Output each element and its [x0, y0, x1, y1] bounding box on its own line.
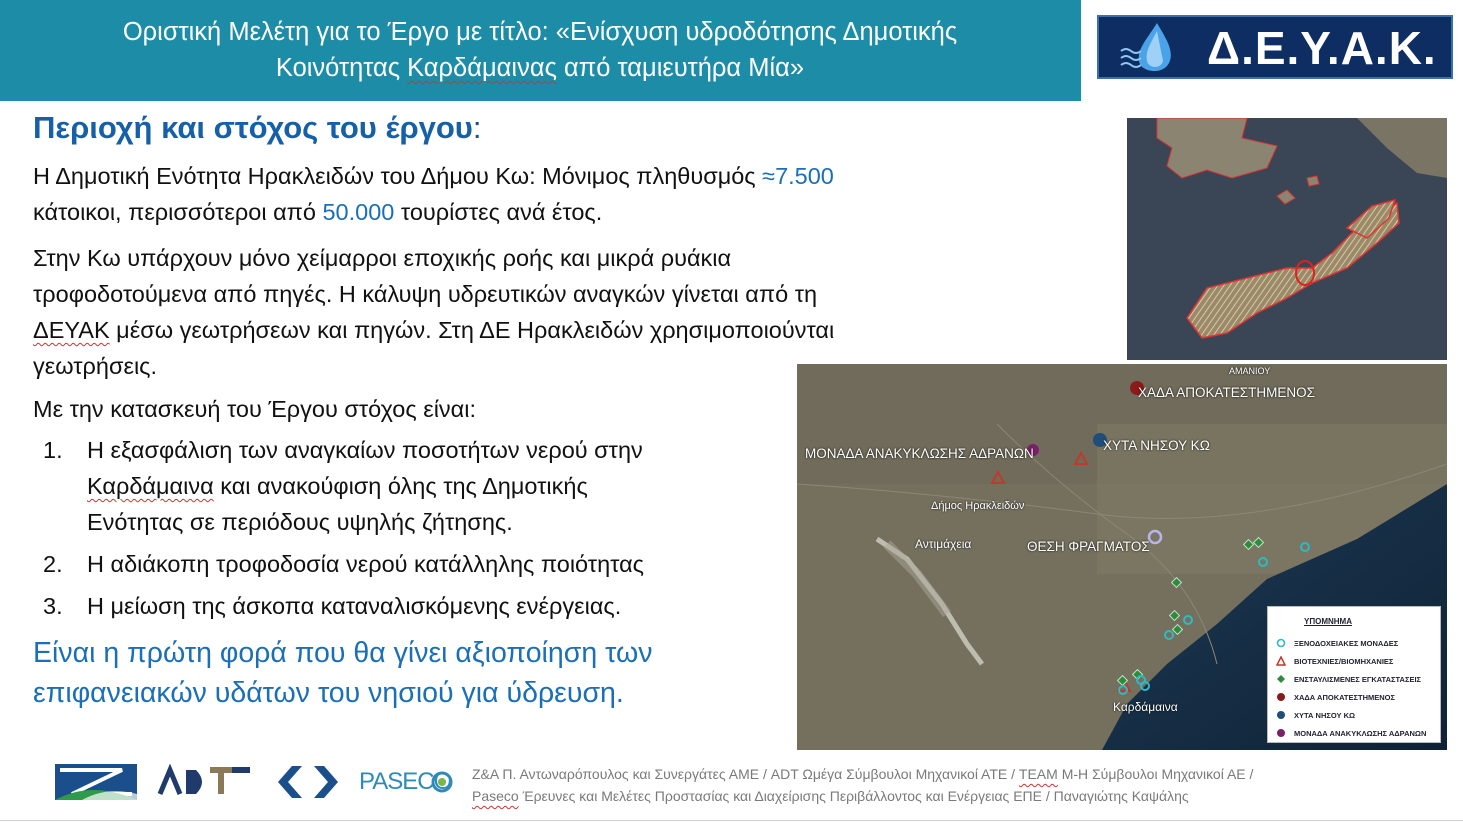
goals-intro: Με την κατασκευή του Έργου στόχος είναι:: [33, 396, 477, 422]
list-number: 1.: [43, 437, 63, 463]
legend-label: ΜΟΝΑΔΑ ΑΝΑΚΥΚΛΩΣΗΣ ΑΔΡΑΝΩΝ: [1294, 728, 1427, 738]
footer-paseco: Paseco: [472, 788, 519, 804]
map-label-recycling: ΜΟΝΑΔΑ ΑΝΑΚΥΚΛΩΣΗΣ ΑΔΡΑΝΩΝ: [805, 446, 1034, 461]
adt-logo: [160, 770, 250, 794]
legend-item: [1276, 634, 1432, 652]
footer-credits: [472, 763, 1442, 807]
closing-statement: [33, 633, 793, 713]
population-line-1: [33, 158, 1033, 194]
list-item: [33, 588, 793, 624]
legend-item: [1276, 706, 1432, 724]
island-outline-image: [1127, 118, 1447, 360]
industry-marker: [1075, 453, 1087, 464]
tourists-text: τουρίστες ανά έτος.: [394, 199, 603, 225]
hotel-marker: [1141, 682, 1149, 690]
water-line-4: γεωτρήσεις.: [33, 353, 158, 379]
map-legend: [1267, 606, 1441, 743]
paseco-wordmark: PASECO: [359, 768, 452, 795]
goals-list: [33, 432, 793, 630]
footer-line-2-rest: Έρευνες και Μελέτες Προστασίας και Διαχείρισης Περιβάλλοντος και Ενέργειας ΕΠΕ / Παναγιώτης Καψάλης: [518, 788, 1189, 804]
section-heading-colon: :: [472, 110, 482, 145]
legend-label: ΧΥΤΑ ΝΗΣΟΥ ΚΩ: [1294, 710, 1356, 720]
partner-logos: [52, 764, 462, 800]
za-logo: [55, 764, 137, 800]
legend-label: ΞΕΝΟΔΟΧΕΙΑΚΕΣ ΜΟΝΑΔΕΣ: [1294, 638, 1399, 648]
deyak-logo: [1097, 15, 1453, 79]
population-text: Η Δημοτική Ενότητα Ηρακλειδών του Δήμου Κω: Μόνιμος πληθυσμός: [33, 163, 763, 189]
water-drop-icon: [1117, 21, 1179, 75]
livestock-icon: [1276, 674, 1286, 684]
goal-1-line-3: Ενότητας σε περιόδους υψηλής ζήτησης.: [87, 509, 513, 535]
closing-line-1: Είναι η πρώτη φορά που θα γίνει αξιοποίηση των: [33, 637, 653, 669]
goal-1-line-1: Η εξασφάλιση των αναγκαίων ποσοτήτων νερού στην: [87, 437, 643, 463]
industry-marker: [992, 472, 1004, 483]
hotel-marker: [1165, 631, 1173, 639]
list-number: 3.: [43, 593, 63, 619]
livestock-marker: [1254, 538, 1264, 548]
legend-title: ΥΠΟΜΝΗΜΑ: [1304, 617, 1352, 626]
map-label-antimacheia: Αντιμάχεια: [915, 537, 972, 551]
water-sources-paragraph: [33, 240, 1033, 384]
map-label-kardamaina: Καρδάμαινα: [1113, 700, 1178, 714]
dam-marker: [1149, 531, 1161, 543]
map-label-municipality: Δήμος Ηρακλειδών: [931, 500, 1025, 512]
livestock-marker: [1172, 578, 1182, 588]
legend-item: [1276, 670, 1432, 688]
title-line-1: Οριστική Μελέτη για το Έργο με τίτλο: «Ενίσχυση υδροδότησης Δημοτικής: [122, 18, 958, 46]
footer-line-1-start: Ζ&Α Π. Αντωναρόπουλος και Συνεργάτες ΑΜΕ / ADT Ωμέγα Σύμβουλοι Μηχανικοί ΑΤΕ /: [472, 766, 1019, 782]
list-item-text: Η αδιάκοπη τροφοδοσία νερού κατάλληλης ποιότητας: [87, 551, 645, 577]
map-label-xyta: ΧΥΤΑ ΝΗΣΟΥ ΚΩ: [1103, 438, 1210, 453]
livestock-marker: [1244, 540, 1254, 550]
list-item: [33, 432, 793, 540]
goal-1-line-2: [87, 468, 787, 504]
list-number: 2.: [43, 551, 63, 577]
goal-1-line-2-rest: και ανακούφιση όλης της Δημοτικής: [213, 473, 588, 499]
population-value: ≈7.500: [762, 163, 834, 189]
hotel-marker: [1301, 543, 1309, 551]
list-item-text: [87, 432, 787, 540]
list-item: [33, 546, 793, 582]
water-line-2: τροφοδοτούμενα από πηγές. Η κάλυψη υδρευτικών αναγκών γίνεται από τη: [33, 281, 818, 307]
legend-label: ΧΑΔΑ ΑΠΟΚΑΤΕΣΤΗΜΕΝΟΣ: [1294, 692, 1395, 702]
water-line-1: Στην Κω υπάρχουν μόνο χείμαρροι εποχικής ροής και μικρά ρυάκια: [33, 245, 732, 271]
water-line-3: [33, 312, 1033, 348]
water-line-3-rest: μέσω γεωτρήσεων και πηγών. Στη ΔΕ Ηρακλειδών χρησιμοποιούνται: [109, 317, 835, 343]
industry-icon: [1276, 656, 1286, 666]
landfill-restored-icon: [1276, 692, 1286, 702]
hotel-icon: [1276, 638, 1286, 648]
kos-island-map: [1127, 118, 1447, 360]
recycling-icon: [1276, 728, 1286, 738]
section-heading-text: Περιοχή και στόχος του έργου: [33, 110, 473, 145]
title-line-2-end: από ταμιευτήρα Μία»: [556, 54, 805, 82]
hotel-marker: [1184, 616, 1192, 624]
list-item-text: Η μείωση της άσκοπα καταναλισκόμενης ενέργειας.: [87, 593, 622, 619]
deyak-mention: ΔΕΥΑΚ: [33, 317, 110, 343]
footer-line-1-end: Μ-Η Σύμβουλοι Μηχανικοί ΑΕ /: [1057, 766, 1254, 782]
title-line-2: [40, 50, 1040, 86]
team-logo: [278, 766, 338, 798]
legend-label: ΕΝΣΤΑΥΛΙΣΜΕΝΕΣ ΕΓΚΑΤΑΣΤΑΣΕΙΣ: [1294, 674, 1422, 684]
livestock-marker: [1173, 625, 1183, 635]
map-label-dam: ΘΕΣΗ ΦΡΑΓΜΑΤΟΣ: [1027, 539, 1150, 554]
map-label-xada: ΧΑΔΑ ΑΠΟΚΑΤΕΣΤΗΜΕΝΟΣ: [1138, 385, 1315, 400]
map-label-amaniou: ΑΜΑΝΙΟΥ: [1229, 366, 1271, 376]
title-kardamaina: Καρδάμαινας: [407, 54, 557, 82]
footer-team: TEAM: [1018, 766, 1058, 782]
hotel-marker: [1259, 558, 1267, 566]
population-line-2: [33, 194, 1033, 230]
title-line-2-start: Κοινότητας: [275, 54, 408, 82]
slide-title: [40, 14, 1040, 86]
landfill-icon: [1276, 710, 1286, 720]
footer-line-2: [472, 785, 1442, 807]
kardamaina-mention: Καρδάμαινα: [87, 473, 214, 499]
population-paragraph: [33, 158, 1033, 230]
footer-line-1: [472, 763, 1442, 785]
legend-item: [1276, 724, 1432, 742]
legend-item: [1276, 688, 1432, 706]
closing-line-2: επιφανειακών υδάτων του νησιού για ύδρευση.: [33, 677, 624, 709]
bottom-divider: [0, 820, 1463, 821]
residents-text: κάτοικοι, περισσότεροι από: [33, 199, 323, 225]
logo-wordmark: Δ.Ε.Υ.Α.Κ.: [1207, 22, 1437, 74]
tourists-value: 50.000: [322, 199, 395, 225]
section-heading: [33, 106, 481, 150]
livestock-marker: [1170, 611, 1180, 621]
legend-item: [1276, 652, 1432, 670]
legend-label: ΒΙΟΤΕΧΝΙΕΣ/ΒΙΟΜΗΧΑΝΙΕΣ: [1294, 656, 1394, 666]
